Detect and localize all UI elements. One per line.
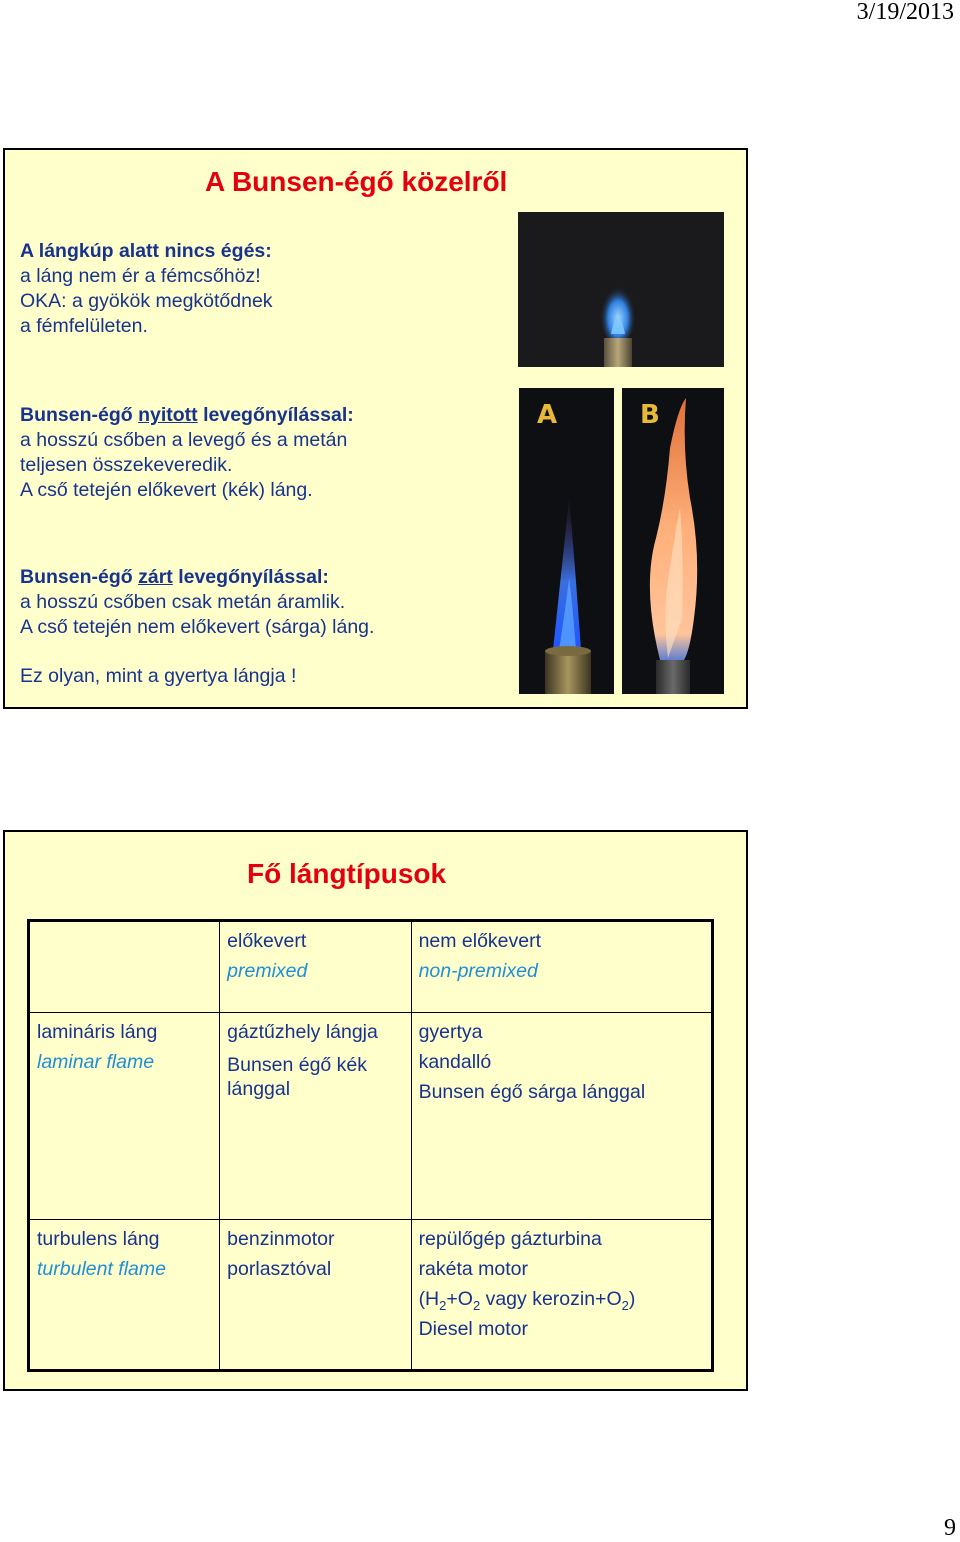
flame-types-table: [27, 919, 714, 1372]
row-label-en: laminar flame: [37, 1051, 155, 1073]
header-en: non-premixed: [418, 960, 538, 982]
header-hu: előkevert: [227, 930, 307, 952]
table-header-premixed: [220, 921, 411, 1013]
cell-line: kandalló: [418, 1051, 492, 1073]
paragraph-no-combustion: [20, 239, 273, 339]
flame-image: [622, 388, 724, 694]
slide-title: A Bunsen-égő közelről: [205, 166, 508, 197]
text-line: A cső tetején nem előkevert (sárga) láng.: [20, 616, 375, 638]
photo-label-b: B: [640, 400, 660, 430]
cell-line: gyertya: [418, 1021, 483, 1043]
cell-line: rakéta motor: [418, 1258, 529, 1280]
text-line: a hosszú csőben a levegő és a metán: [20, 429, 348, 451]
cell-line: repülőgép gázturbina: [418, 1228, 602, 1250]
text-line: A cső tetején előkevert (kék) láng.: [20, 479, 313, 501]
paragraph-heading: Bunsen-égő nyitott levegőnyílással:: [20, 404, 354, 426]
premixed-flame-photo: [519, 388, 614, 694]
paragraph-heading: Bunsen-égő zárt levegőnyílással:: [20, 566, 329, 588]
row-label-hu: turbulens láng: [37, 1228, 160, 1250]
cell-line: lánggal: [227, 1078, 291, 1100]
bunsen-flame-photo: [518, 212, 724, 367]
text-line: a hosszú csőben csak metán áramlik.: [20, 591, 346, 613]
text-line: OKA: a gyökök megkötődnek: [20, 290, 273, 312]
header-hu: nem előkevert: [418, 930, 542, 952]
cell-laminar-premixed: [220, 1013, 411, 1220]
cell-turbulent-non-premixed: [411, 1220, 712, 1371]
table-row: [29, 1220, 713, 1371]
paragraph-heading: A lángkúp alatt nincs égés:: [20, 240, 272, 262]
non-premixed-flame-photo: [622, 388, 724, 694]
page-date: 3/19/2013: [856, 0, 954, 25]
row-header-laminar: [29, 1013, 220, 1220]
slide-title: Fő lángtípusok: [247, 858, 447, 889]
table-header-row: [29, 921, 713, 1013]
cell-line: porlasztóval: [227, 1258, 332, 1280]
table-corner-cell: [29, 921, 220, 1013]
row-label-en: turbulent flame: [37, 1258, 166, 1280]
text-line: a láng nem ér a fémcsőhöz!: [20, 265, 261, 287]
cell-line: gáztűzhely lángja: [227, 1021, 378, 1043]
slide-bunsen-burner: [3, 148, 748, 709]
photo-label-a: A: [537, 400, 558, 430]
paragraph-candle-note: [20, 664, 296, 689]
cell-turbulent-premixed: [220, 1220, 411, 1371]
slide-flame-types: [3, 830, 748, 1391]
text-line: teljesen összekeveredik.: [20, 454, 233, 476]
cell-line-formula: ($H_2+O_2$ vagy $kerozin+O_2$): [418, 1288, 636, 1313]
cell-laminar-non-premixed: [411, 1013, 712, 1220]
header-en: premixed: [227, 960, 308, 982]
text-line: Ez olyan, mint a gyertya lángja !: [20, 665, 297, 687]
table-header-non-premixed: [411, 921, 712, 1013]
row-header-turbulent: [29, 1220, 220, 1371]
paragraph-closed-air-inlet: [20, 565, 374, 640]
table-row: [29, 1013, 713, 1220]
paragraph-open-air-inlet: [20, 403, 354, 503]
text-line: a fémfelületen.: [20, 315, 148, 337]
row-label-hu: lamináris láng: [37, 1021, 158, 1043]
cell-line: benzinmotor: [227, 1228, 335, 1250]
cell-line: Bunsen égő kék: [227, 1054, 368, 1076]
cell-line: Diesel motor: [418, 1318, 529, 1340]
flame-image: [518, 212, 724, 367]
flame-image: [519, 388, 614, 694]
page-number: 9: [944, 1515, 956, 1541]
cell-line: Bunsen égő sárga lánggal: [418, 1081, 646, 1103]
